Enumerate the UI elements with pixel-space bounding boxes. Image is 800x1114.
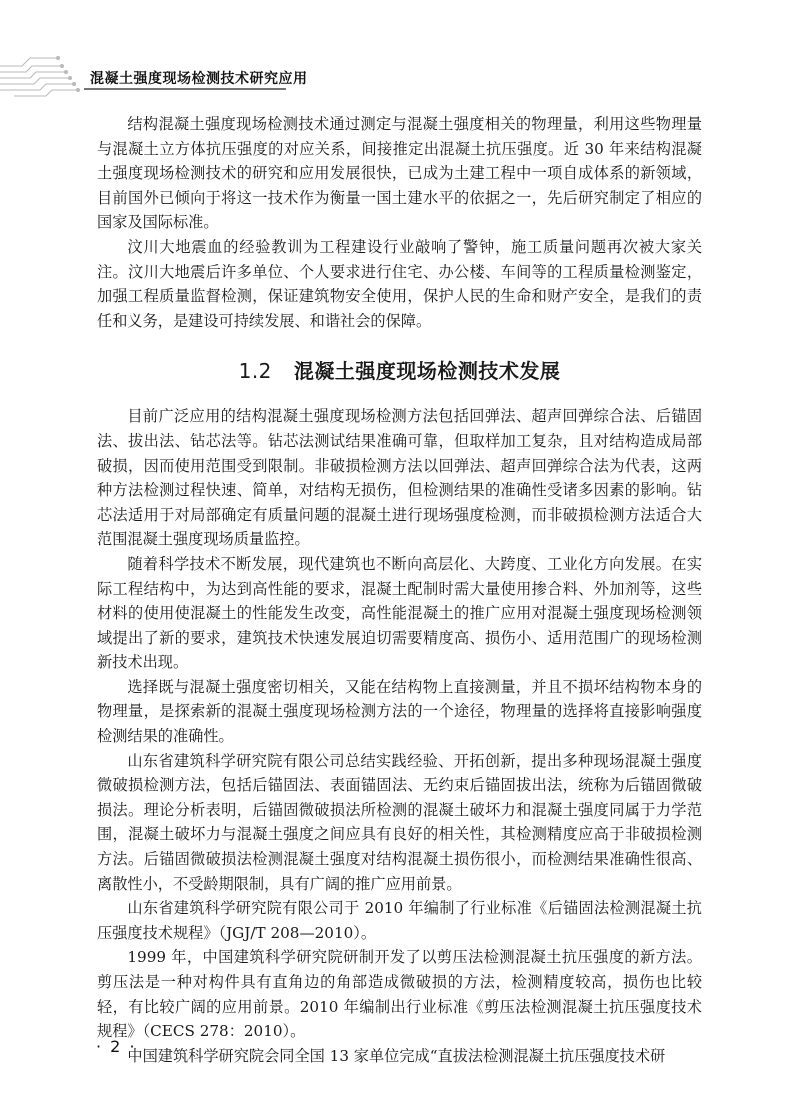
paragraph: 汶川大地震血的经验教训为工程建设行业敲响了警钟，施工质量问题再次被大家关注。汶川大地震后许多单位、个人要求进行住宅、办公楼、车间等的工程质量检测鉴定，加强工程质量监督检测，保证建筑物安全使用，保护人民的生命和财产安全，是我们的责任和义务，是建设可持续发展、和谐社会的保障。 <box>97 237 702 330</box>
page-number: · 2 · <box>96 1037 137 1056</box>
paragraph: 1999 年，中国建筑科学研究院研制开发了以剪压法检测混凝土抗压强度的新方法。剪压法是一种对构件具有直角边的角部造成微破损的方法，检测精度较高，损伤也比较轻，有比较广阔的应用前景。2010 年编制出行业标准《剪压法检测混凝土抗压强度技术规程》（CECS 278：2010）。 <box>97 948 702 1041</box>
section-heading <box>97 355 702 384</box>
paragraph: 结构混凝土强度现场检测技术通过测定与混凝土强度相关的物理量，利用这些物理量与混凝土立方体抗压强度的对应关系，间接推定出混凝土抗压强度。近 30 年来结构混凝土强度现场检测技术的研究和应用发展很快，已成为土建工程中一项自成体系的新领域，目前国外已倾向于将这一技术作为衡量一国土建水平的依据之一，先后研究制定了相应的国家及国际标准。 <box>97 115 702 232</box>
page-body <box>97 112 702 1068</box>
section-title: 混凝土强度现场检测技术发展 <box>293 359 561 384</box>
running-header <box>0 0 800 100</box>
running-header-title: 混凝土强度现场检测技术研究应用 <box>90 71 308 87</box>
section-number: 1.2 <box>238 359 272 384</box>
paragraph: 选择既与混凝土强度密切相关，又能在结构物上直接测量，并且不损坏结构物本身的物理量，是探索新的混凝土强度现场检测方法的一个途径，物理量的选择将直接影响强度检测结果的准确性。 <box>97 677 702 746</box>
paragraph: 目前广泛应用的结构混凝土强度现场检测方法包括回弹法、超声回弹综合法、后锚固法、拔出法、钻芯法等。钻芯法测试结果准确可靠，但取样加工复杂，且对结构造成局部破损，因而使用范围受到限制。非破损检测方法以回弹法、超声回弹综合法为代表，这两种方法检测过程快速、简单，对结构无损伤，但检测结果的准确性受诸多因素的影响。钻芯法适用于对局部确定有质量问题的混凝土进行现场强度检测，而非破损检测方法适合大范围混凝土强度现场质量监控。 <box>97 407 702 549</box>
paragraph: 山东省建筑科学研究院有限公司总结实践经验、开拓创新，提出多种现场混凝土强度微破损检测方法，包括后锚固法、表面锚固法、无约束后锚固拔出法，统称为后锚固微破损法。理论分析表明，后锚固微破损法所检测的混凝土破坏力和混凝土强度同属于力学范围，混凝土破坏力与混凝土强度之间应具有良好的相关性，其检测精度应高于非破损检测方法。后锚固微破损法检测混凝土强度对结构混凝土损伤很小，而检测结果准确性很高、离散性小，不受龄期限制，具有广阔的推广应用前景。 <box>97 751 702 893</box>
paragraph: 中国建筑科学研究院会同全国 13 家单位完成“直拔法检测混凝土抗压强度技术研 <box>127 1046 666 1065</box>
paragraph: 山东省建筑科学研究院有限公司于 2010 年编制了行业标准《后锚固法检测混凝土抗压强度技术规程》（JGJ/T 208—2010）。 <box>97 899 702 942</box>
paragraph: 随着科学技术不断发展，现代建筑也不断向高层化、大跨度、工业化方向发展。在实际工程结构中，为达到高性能的要求，混凝土配制时需大量使用掺合料、外加剂等，这些材料的使用使混凝土的性能发生改变，高性能混凝土的推广应用对混凝土强度现场检测领域提出了新的要求，建筑技术快速发展迫切需要精度高、损伤小、适用范围广的现场检测新技术出现。 <box>97 554 702 672</box>
